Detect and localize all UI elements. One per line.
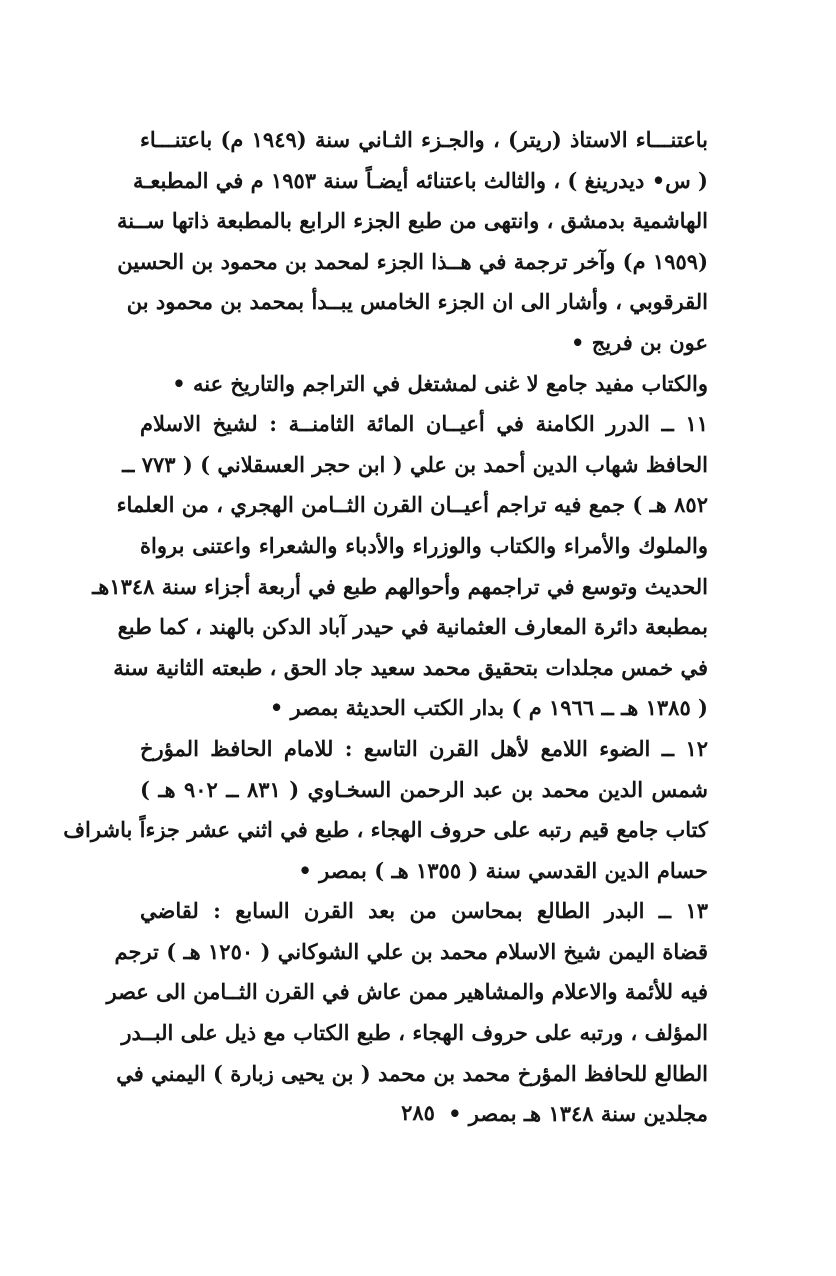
text-line: باعتنـــاء الاستاذ (ريتر) ، والجـزء الثـاني سنة (١٩٤٩ م) باعتنـــاء	[140, 127, 708, 152]
text-line: فيه للأئمة والاعلام والمشاهير ممن عاش في القرن الثــامن الى عصر	[106, 979, 708, 1005]
text-line: الهاشمية بدمشق ، وانتهى من طبع الجزء الرابع بالمطبعة ذاتها ســنة	[117, 208, 708, 234]
text-line: شمس الدين محمد بن عبد الرحمن السخـاوي ( ٨٣١ ــ ٩٠٢ هـ )	[140, 776, 708, 802]
text-line: ١٢ ــ الضوء اللامع لأهل القرن التاسع : للامام الحافظ المؤرخ	[140, 735, 708, 761]
text-line: كتاب جامع قيم رتبه على حروف الهجاء ، طبع في اثني عشر جزءاً باشراف	[63, 817, 708, 843]
text-line: المؤلف ، ورتبه على حروف الهجاء ، طبع الكتاب مع ذيل على البــدر	[121, 1020, 708, 1046]
text-line: في خمس مجلدات بتحقيق محمد سعيد جاد الحق ، طبعته الثانية سنة	[113, 654, 708, 680]
text-line: مجلدين سنة ١٣٤٨ هـ بمصر •	[448, 1101, 708, 1127]
text-line: الحديث وتوسع في تراجمهم وأحوالهم طبع في أربعة أجزاء سنة ١٣٤٨هـ	[92, 573, 708, 599]
text-line: ( س• ديدرينغ ) ، والثالث باعتنائه أيضـاً سنة ١٩٥٣ م في المطبعـة	[132, 167, 708, 193]
text-line: حسام الدين القدسي سنة ( ١٣٥٥ هـ ) بمصر •	[298, 857, 708, 883]
text-line: بمطبعة دائرة المعارف العثمانية في حيدر آباد الدكن بالهند ، كما طبع	[117, 614, 708, 640]
text-line: والملوك والأمراء والكتاب والوزراء والأدباء والشعراء واعتنى برواة	[140, 532, 708, 558]
text-line: ١١ ــ الدرر الكامنة في أعيــان المائة الثامنــة : لشيخ الاسلام	[140, 411, 708, 437]
text-line: القرقوبي ، وأشار الى ان الجزء الخامس يبــدأ بمحمد بن محمود بن	[126, 289, 708, 315]
text-line: والكتاب مفيد جامع لا غنى لمشتغل في التراجم والتاريخ عنه •	[172, 370, 708, 396]
text-line: قضاة اليمن شيخ الاسلام محمد بن علي الشوكاني ( ١٢٥٠ هـ ) ترجم	[114, 938, 708, 964]
text-line: ١٣ ــ البدر الطالع بمحاسن من بعد القرن السابع : لقاضي	[140, 898, 708, 924]
body-text	[63, 120, 708, 1135]
text-line: ( ١٣٨٥ هـ ــ ١٩٦٦ م ) بدار الكتب الحديثة بمصر •	[269, 695, 708, 721]
text-line: الحافظ شهاب الدين أحمد بن علي ( ابن حجر العسقلاني ) ( ٧٧٣ ــ	[122, 451, 708, 477]
text-line: ٨٥٢ هـ ) جمع فيه تراجم أعيــان القرن الثــامن الهجري ، من العلماء	[116, 492, 708, 518]
page-number: ٢٨٥	[401, 1100, 435, 1125]
text-line: عون بن فريج •	[570, 329, 708, 355]
text-line: (١٩٥٩ م) وآخر ترجمة في هــذا الجزء لمحمد بن محمود بن الحسين	[117, 248, 708, 274]
text-line: الطالع للحافظ المؤرخ محمد بن محمد ( بن يحيى زبارة ) اليمني في	[116, 1060, 708, 1086]
